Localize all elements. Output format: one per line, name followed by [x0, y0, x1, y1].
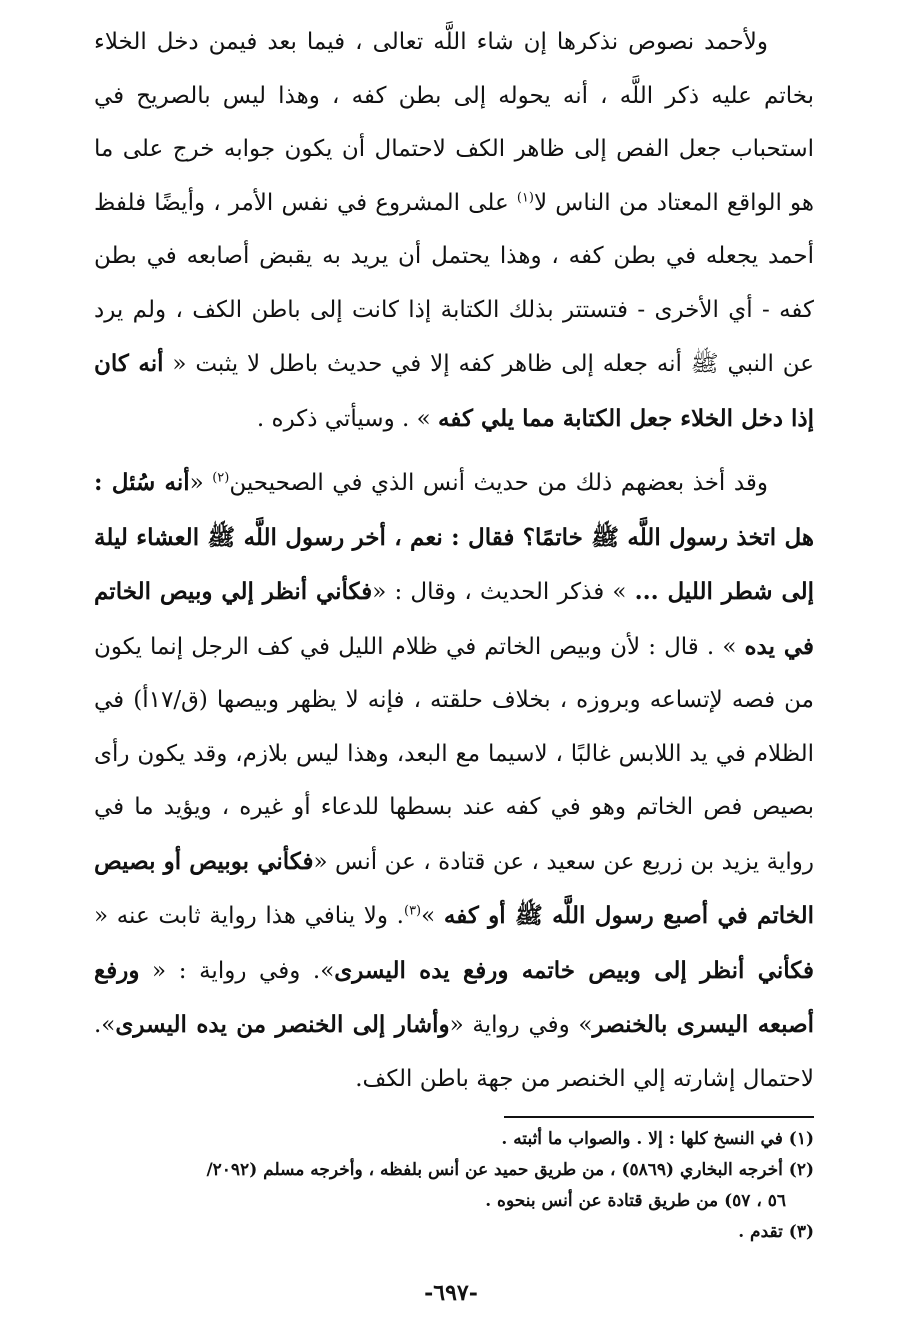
footnotes	[94, 1124, 814, 1248]
quoted-hadith-text: أنه كان إذا دخل الخلاء جعل الكتابة مما يلي كفه	[94, 350, 814, 432]
quoted-hadith-text: فكأني أنظر إلى وبيص خاتمه ورفع يده اليسرى	[334, 956, 814, 984]
footnote-marker: (١)	[516, 189, 534, 205]
paragraph-text: ». لاحتمال إشارته إلي الخنصر من جهة باطن الكف.	[94, 1012, 814, 1092]
footnote-marker: (٢)	[212, 470, 230, 486]
paragraph-text: وقد أخذ بعضهم ذلك من حديث أنس الذي في الصحيحين	[229, 470, 768, 496]
quoted-hadith-text: ورفع أصبعه اليسرى بالخنصر	[94, 956, 814, 1038]
footnote-separator	[504, 1116, 814, 1118]
footnote-marker: (٣)	[403, 903, 422, 919]
paragraph-text: ». وفي رواية : «	[139, 957, 335, 984]
quoted-hadith-text: فكأني بوبيص أو بصيص الخاتم في أصبع رسول اللَّه ﷺ أو كفه	[94, 847, 815, 929]
paragraph-text: . ولا ينافي هذا رواية ثابت عنه «	[94, 903, 404, 929]
quoted-hadith-text: أنه سُئل : هل اتخذ رسول اللَّه ﷺ خاتمًا؟ فقال : نعم ، أخر رسول اللَّه ﷺ العشاء ليلة إلى شطر الليل ...	[94, 469, 815, 605]
paragraph-text: على المشروع في نفس الأمر ، وأيضًا فلفظ أحمد يجعله في بطن كفه ، وهذا يحتمل أن يريد به يقبض أصابعه في بطن كفه - أي الأخرى - فتستتر بذلك الكتابة إذا كانت إلى باطن الكف ، ولم يرد عن النبي ﷺ أنه جعله إلى ظاهر كفه إلا في حديث باطل لا يثبت «	[94, 189, 814, 377]
footnote-2: (٢) أخرجه البخاري (٥٨٦٩) ، من طريق حميد عن أنس بلفظه ، وأخرجه مسلم (٢٠٩٢/	[206, 1160, 814, 1180]
quoted-hadith-text: وأشار إلى الخنصر من يده اليسرى	[115, 1011, 450, 1038]
paragraph-text: » وفي رواية «	[449, 1012, 593, 1038]
paragraph-text: ولأحمد نصوص نذكرها إن شاء اللَّه تعالى ،	[345, 29, 768, 55]
paragraph-text: »	[421, 903, 444, 929]
footnote-2-continued: ٥٦ ، ٥٧) من طريق قتادة عن أنس بنحوه .	[485, 1191, 786, 1211]
paragraph-text: » . وسيأتي ذكره .	[256, 405, 439, 432]
footnote-3: (٣) تقدم .	[738, 1222, 814, 1242]
page-number: -٦٩٧-	[424, 1280, 478, 1306]
quoted-hadith-text: فكأني أنظر إلي وبيص الخاتم في يده	[94, 578, 814, 660]
paragraph-2	[94, 456, 814, 1106]
paragraph-text: فيما بعد فيمن دخل الخلاء بخاتم عليه ذكر اللَّه ، أنه يحوله إلى بطن كفه ، وهذا ليس بالصريح في استحباب جعل الفص إلى ظاهر الكف لاحتمال أن يكون جوابه خرج على ما هو الواقع المعتاد من الناس لا	[94, 29, 814, 216]
paragraph-text: «	[189, 470, 213, 496]
paragraph-1	[94, 16, 814, 446]
paragraph-text: » . قال : لأن وبيص الخاتم في ظلام الليل في كف الرجل إنما يكون من فصه لإتساعه وبروزه ، بخلاف حلقته ، فإنه لا يظهر وبيصها (ق/١٧أ) في الظلام في يد اللابس غالبًا ، لاسيما مع البعد، وهذا ليس بلازم، وقد يكون رأى بصيص فص الخاتم وهو في كفه عند بسطها للدعاء أو غيره ، ويؤيد ما في رواية يزيد بن زريع عن سعيد ، عن قتادة ، عن أنس «	[94, 633, 815, 875]
main-text	[94, 16, 814, 1106]
paragraph-text: » فذكر الحديث ، وقال : «	[372, 579, 635, 605]
footnote-1: (١) في النسخ كلها : إلا . والصواب ما أثبته .	[501, 1129, 814, 1149]
